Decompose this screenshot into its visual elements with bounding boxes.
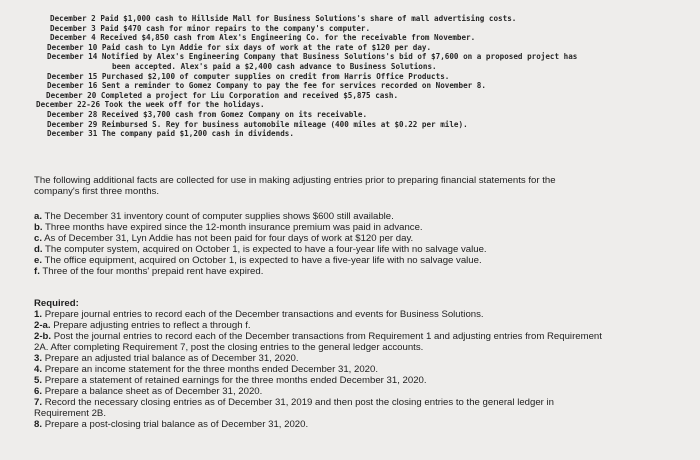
transaction-line — [46, 91, 577, 101]
required-item-continuation — [34, 408, 602, 419]
transaction-line — [47, 72, 577, 82]
fact-label: d. — [34, 244, 43, 255]
fact-text: The office equipment, acquired on October 1, is expected to have a five-year life with no salvage value. — [44, 255, 482, 266]
transaction-day: 3 — [91, 23, 96, 33]
required-section — [34, 298, 602, 430]
transaction-date: December — [47, 81, 84, 91]
fact-text: The December 31 inventory count of computer supplies shows $600 still available. — [44, 211, 394, 222]
required-label: 5. — [34, 375, 43, 386]
fact-text: Three months have expired since the 12-month insurance premium was paid in advance. — [45, 222, 423, 233]
transaction-day: 10 — [88, 42, 98, 52]
transaction-day: 15 — [88, 71, 98, 81]
transaction-date: December — [47, 42, 84, 52]
transaction-text: Took the week off for the holidays. — [104, 100, 265, 110]
transaction-line — [47, 81, 577, 91]
required-item — [34, 419, 602, 430]
transaction-date: December — [47, 71, 84, 81]
required-text: Prepare a balance sheet as of December 31, 2020. — [44, 386, 263, 397]
fact-item — [34, 222, 487, 233]
required-label: 3. — [34, 353, 43, 364]
required-item — [34, 364, 602, 375]
transaction-day: 20 — [87, 90, 97, 100]
fact-label: e. — [34, 255, 43, 266]
transaction-date: December — [50, 23, 87, 33]
required-text: Prepare an adjusted trial balance as of December 31, 2020. — [44, 353, 299, 364]
transaction-continuation — [112, 62, 577, 72]
transaction-day: 14 — [88, 52, 98, 62]
transaction-day: 4 — [91, 33, 96, 43]
facts-list — [34, 211, 487, 277]
transaction-text: Purchased $2,100 of computer supplies on credit from Harris Office Products. — [101, 71, 450, 81]
required-text: Prepare adjusting entries to reflect a through f. — [53, 320, 251, 331]
transaction-text: Paid $1,000 cash to Hillside Mall for Business Solutions's share of mall advertising costs. — [100, 14, 517, 23]
transaction-text: Received $4,850 cash from Alex's Engineering Co. for the receivable from November. — [100, 33, 476, 43]
intro-line: The following additional facts are collected for use in making adjusting entries prior to preparing financial statements for the — [34, 175, 556, 186]
transaction-day: 22-26 — [77, 100, 101, 110]
transaction-date: December — [47, 129, 84, 139]
fact-text: Three of the four months' prepaid rent have expired. — [42, 266, 264, 277]
transaction-day: 28 — [88, 109, 98, 119]
fact-label: b. — [34, 222, 43, 233]
intro-paragraph — [34, 175, 556, 197]
required-item — [34, 375, 602, 386]
transaction-line — [47, 110, 577, 120]
required-label: 1. — [34, 309, 43, 320]
required-text: Prepare a statement of retained earnings for the three months ended December 31, 2020. — [44, 375, 427, 386]
fact-item — [34, 244, 487, 255]
required-item — [34, 397, 602, 408]
required-item — [34, 331, 602, 342]
transaction-line — [47, 129, 577, 139]
fact-item — [34, 211, 487, 222]
fact-text: As of December 31, Lyn Addie has not been paid for four days of work at $120 per day. — [44, 233, 414, 244]
transaction-date: December — [47, 52, 84, 62]
transaction-text: Paid cash to Lyn Addie for six days of work at the rate of $120 per day. — [101, 42, 432, 52]
transaction-day: 31 — [88, 129, 98, 139]
transaction-date: December — [47, 109, 84, 119]
required-text: Prepare journal entries to record each of the December transactions and events for Business Solutions. — [44, 309, 484, 320]
transaction-line — [36, 100, 577, 110]
required-item — [34, 353, 602, 364]
transaction-day: 2 — [91, 14, 96, 23]
required-text: Record the necessary closing entries as of December 31, 2019 and then post the closing entries to the general ledger in — [44, 397, 554, 408]
transaction-date: December — [36, 100, 73, 110]
fact-item — [34, 233, 487, 244]
transaction-text: Notified by Alex's Engineering Company that Business Solutions's bid of $7,600 on a proposed project has — [101, 52, 578, 62]
transaction-text: Reimbursed S. Rey for business automobile mileage (400 miles at $0.22 per mile). — [101, 119, 468, 129]
required-label: 4. — [34, 364, 43, 375]
transaction-line — [50, 24, 577, 34]
fact-item — [34, 266, 487, 277]
required-item — [34, 320, 602, 331]
required-text: Prepare a post-closing trial balance as of December 31, 2020. — [44, 419, 309, 430]
required-text: Prepare an income statement for the three months ended December 31, 2020. — [44, 364, 379, 375]
required-text: Requirement 2B. — [34, 408, 106, 419]
transaction-date: December — [50, 33, 87, 43]
required-label: 2-b. — [34, 331, 52, 342]
transaction-date: December — [47, 119, 84, 129]
required-item-continuation — [34, 342, 602, 353]
fact-label: a. — [34, 211, 43, 222]
transaction-line — [50, 33, 577, 43]
required-label: 8. — [34, 419, 43, 430]
transaction-line — [50, 14, 577, 24]
required-text: 2A. After completing Requirement 7, post the closing entries to the general ledger accounts. — [34, 342, 424, 353]
required-label: 6. — [34, 386, 43, 397]
transaction-date: December — [46, 90, 83, 100]
transaction-date: December — [50, 14, 87, 23]
transaction-line — [47, 52, 577, 62]
required-item — [34, 386, 602, 397]
fact-label: c. — [34, 233, 43, 244]
fact-item — [34, 255, 487, 266]
transaction-text: Completed a project for Liu Corporation and received $5,875 cash. — [100, 90, 399, 100]
transaction-day: 29 — [88, 119, 98, 129]
transaction-day: 16 — [88, 81, 98, 91]
transaction-line — [47, 120, 577, 130]
transactions-list — [0, 14, 577, 139]
intro-line: company's first three months. — [34, 186, 159, 197]
required-text: Post the journal entries to record each of the December transactions from Requirement 1 and adjusting entries from Requirement — [53, 331, 602, 342]
required-label: 7. — [34, 397, 43, 408]
transaction-text: Sent a reminder to Gomez Company to pay the fee for services recorded on November 8. — [101, 81, 486, 91]
transaction-text: The company paid $1,200 cash in dividends. — [101, 129, 294, 139]
transaction-text: Paid $470 cash for minor repairs to the company's computer. — [100, 23, 371, 33]
required-label: 2-a. — [34, 320, 51, 331]
transaction-text: been accepted. Alex's paid a $2,400 cash advance to Business Solutions. — [112, 61, 437, 71]
fact-text: The computer system, acquired on October 1, is expected to have a four-year life with no salvage value. — [45, 244, 487, 255]
fact-label: f. — [34, 266, 40, 277]
transaction-text: Received $3,700 cash from Gomez Company on its receivable. — [101, 109, 368, 119]
transaction-line — [47, 43, 577, 53]
required-heading: Required: — [34, 298, 79, 309]
required-item — [34, 309, 602, 320]
